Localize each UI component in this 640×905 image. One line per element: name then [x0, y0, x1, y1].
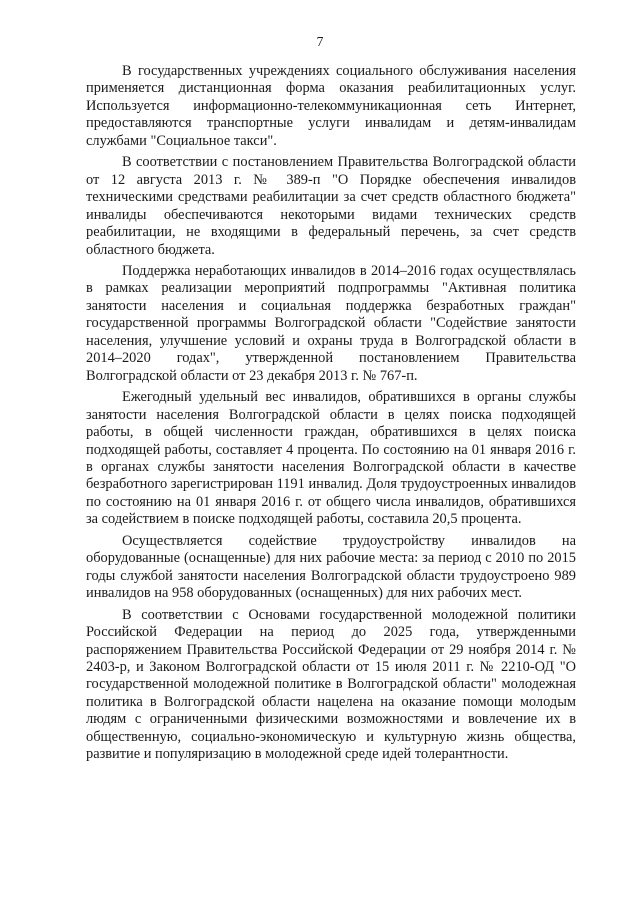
document-body [86, 63, 576, 764]
page-number: 7 [316, 34, 324, 49]
paragraph-youth-policy: В соответствии с Основами государственной молодежной политики Российской Федерации на период до 2025 года, утвержденными распоряжением Правительства Российской Федерации от 29 ноября 2014 г. № 2403-р, и Законом Волгоградской области от 15 июля 2011 г. № 2210-ОД "О государственной молодежной политике в Волгоградской области" молодежная политика в Волгоградской области нацелена на оказание помощи молодым людям с ограниченными физическими возможностями и вовлечение их в общественную, социально-экономическую и культурную жизнь общества, развитие и популяризацию в молодежной среде идей толерантности. [86, 606, 576, 763]
paragraph-rehabilitation-means: В соответствии с постановлением Правительства Волгоградской области от 12 августа 2013 г. № 389-п "О Порядке обеспечения инвалидов техническими средствами реабилитации за счет средств областного бюджета" инвалиды обеспечиваются некоторыми видами технических средств реабилитации, не входящими в федеральный перечень, за счет средств областного бюджета. [86, 154, 576, 258]
paragraph-unemployed-support: Поддержка неработающих инвалидов в 2014–2016 годах осуществлялась в рамках реализации мероприятий подпрограммы "Активная политика занятости населения и социальная поддержка безработных граждан" государственной программы Волгоградской области "Содействие занятости населения, улучшение условий и охраны труда в Волгоградской области в 2014–2020 годах", утвержденной постановлением Правительства Волгоградской области от 23 декабря 2013 г. № 767-п. [86, 262, 576, 384]
paragraph-social-services: В государственных учреждениях социального обслуживания населения применяется дистанционная форма оказания реабилитационных услуг. Используется информационно-телекоммуникационная сеть Интернет, предоставляются транспортные услуги инвалидам и детям-инвалидам службами "Социальное такси". [86, 63, 576, 149]
paragraph-equipped-workplaces: Осуществляется содействие трудоустройству инвалидов на оборудованные (оснащенные) для них рабочие места: за период с 2010 по 2015 годы службой занятости населения Волгоградской области трудоустроено 989 инвалидов на 958 оборудованных (оснащенных) для них рабочих мест. [86, 532, 576, 602]
paragraph-employment-statistics: Ежегодный удельный вес инвалидов, обратившихся в органы службы занятости населения Волгоградской области в целях поиска подходящей работы, в общей численности граждан, обратившихся в целях поиска подходящей работы, составляет 4 процента. По состоянию на 01 января 2016 г. в органах службы занятости населения Волгоградской области в качестве безработного зарегистрирован 1191 инвалид. Доля трудоустроенных инвалидов по состоянию на 01 января 2016 г. от общего числа инвалидов, обратившихся за содействием в поиске подходящей работы, составила 20,5 процента. [86, 389, 576, 528]
